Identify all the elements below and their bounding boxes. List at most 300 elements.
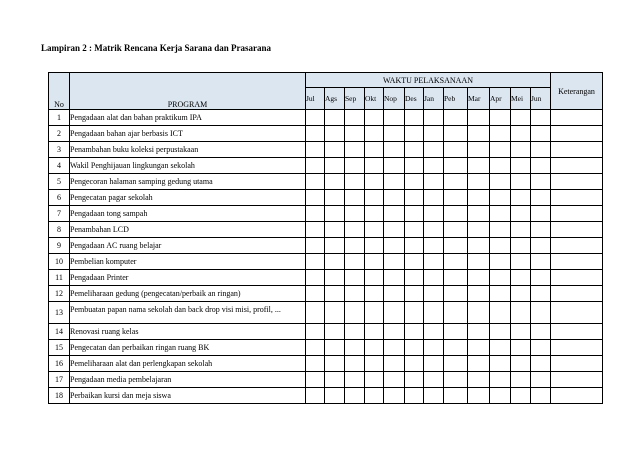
month-cell (468, 110, 490, 126)
month-cell (444, 372, 468, 388)
month-cell (325, 340, 345, 356)
month-cell (345, 158, 365, 174)
month-cell (490, 356, 511, 372)
month-cell (468, 190, 490, 206)
month-cell (490, 126, 511, 142)
month-cell (325, 158, 345, 174)
month-cell (384, 142, 405, 158)
month-cell (490, 302, 511, 324)
month-cell (468, 286, 490, 302)
header-month: Nop (384, 88, 405, 110)
month-cell (444, 356, 468, 372)
month-cell (424, 286, 444, 302)
month-cell (306, 158, 325, 174)
month-cell (325, 190, 345, 206)
month-cell (384, 324, 405, 340)
month-cell (325, 206, 345, 222)
month-cell (365, 372, 384, 388)
month-cell (365, 340, 384, 356)
month-cell (384, 388, 405, 404)
month-cell (490, 238, 511, 254)
month-cell (365, 110, 384, 126)
row-number: 14 (49, 324, 70, 340)
month-cell (444, 158, 468, 174)
month-cell (325, 222, 345, 238)
month-cell (444, 142, 468, 158)
month-cell (325, 174, 345, 190)
month-cell (531, 238, 551, 254)
table-row (49, 270, 603, 286)
row-number: 5 (49, 174, 70, 190)
month-cell (405, 222, 424, 238)
month-cell (365, 286, 384, 302)
row-number: 15 (49, 340, 70, 356)
table-row (49, 340, 603, 356)
month-cell (468, 158, 490, 174)
keterangan-cell (551, 190, 603, 206)
month-cell (511, 372, 531, 388)
month-cell (325, 126, 345, 142)
month-cell (384, 238, 405, 254)
keterangan-cell (551, 372, 603, 388)
month-cell (405, 206, 424, 222)
month-cell (306, 270, 325, 286)
row-number: 11 (49, 270, 70, 286)
month-cell (306, 302, 325, 324)
program-name: Pengecatan pagar sekolah (70, 190, 306, 206)
row-number: 7 (49, 206, 70, 222)
month-cell (365, 238, 384, 254)
keterangan-cell (551, 302, 603, 324)
month-cell (511, 286, 531, 302)
month-cell (365, 206, 384, 222)
keterangan-cell (551, 174, 603, 190)
month-cell (468, 324, 490, 340)
table-row (49, 126, 603, 142)
month-cell (511, 302, 531, 324)
month-cell (468, 270, 490, 286)
month-cell (384, 372, 405, 388)
month-cell (325, 286, 345, 302)
program-name: Penambahan buku koleksi perpustakaan (70, 142, 306, 158)
month-cell (468, 142, 490, 158)
keterangan-cell (551, 110, 603, 126)
table-row (49, 254, 603, 270)
month-cell (444, 222, 468, 238)
month-cell (405, 324, 424, 340)
month-cell (365, 158, 384, 174)
month-cell (444, 238, 468, 254)
month-cell (531, 270, 551, 286)
month-cell (405, 110, 424, 126)
month-cell (490, 286, 511, 302)
month-cell (424, 238, 444, 254)
month-cell (306, 388, 325, 404)
month-cell (531, 302, 551, 324)
table-row (49, 324, 603, 340)
month-cell (325, 324, 345, 340)
keterangan-cell (551, 238, 603, 254)
month-cell (345, 238, 365, 254)
month-cell (531, 372, 551, 388)
month-cell (306, 222, 325, 238)
header-month: Apr (490, 88, 511, 110)
program-name: Pengadaan AC ruang belajar (70, 238, 306, 254)
month-cell (325, 110, 345, 126)
month-cell (490, 222, 511, 238)
header-month: Ags (325, 88, 345, 110)
month-cell (306, 254, 325, 270)
month-cell (511, 356, 531, 372)
month-cell (365, 142, 384, 158)
month-cell (444, 126, 468, 142)
month-cell (468, 372, 490, 388)
month-cell (405, 340, 424, 356)
row-number: 2 (49, 126, 70, 142)
month-cell (490, 372, 511, 388)
month-cell (490, 158, 511, 174)
row-number: 6 (49, 190, 70, 206)
month-cell (490, 388, 511, 404)
month-cell (384, 126, 405, 142)
month-cell (511, 158, 531, 174)
month-cell (306, 238, 325, 254)
table-row (49, 302, 603, 324)
program-name: Penambahan LCD (70, 222, 306, 238)
keterangan-cell (551, 158, 603, 174)
month-cell (306, 142, 325, 158)
month-cell (306, 206, 325, 222)
keterangan-cell (551, 222, 603, 238)
month-cell (345, 388, 365, 404)
header-month: Mei (511, 88, 531, 110)
month-cell (531, 286, 551, 302)
month-cell (490, 190, 511, 206)
month-cell (325, 356, 345, 372)
month-cell (345, 372, 365, 388)
month-cell (511, 254, 531, 270)
table-row (49, 190, 603, 206)
table-row (49, 110, 603, 126)
month-cell (345, 286, 365, 302)
keterangan-cell (551, 126, 603, 142)
month-cell (345, 324, 365, 340)
month-cell (345, 340, 365, 356)
month-cell (306, 190, 325, 206)
month-cell (365, 324, 384, 340)
month-cell (424, 270, 444, 286)
month-cell (405, 126, 424, 142)
month-cell (468, 238, 490, 254)
month-cell (444, 286, 468, 302)
month-cell (511, 142, 531, 158)
row-number: 8 (49, 222, 70, 238)
header-month: Jun (531, 88, 551, 110)
month-cell (405, 388, 424, 404)
month-cell (365, 302, 384, 324)
month-cell (405, 142, 424, 158)
month-cell (405, 238, 424, 254)
row-number: 4 (49, 158, 70, 174)
table-row (49, 206, 603, 222)
month-cell (490, 174, 511, 190)
month-cell (531, 190, 551, 206)
program-name: Wakil Penghijauan lingkungan sekolah (70, 158, 306, 174)
month-cell (468, 126, 490, 142)
month-cell (444, 302, 468, 324)
month-cell (306, 174, 325, 190)
month-cell (424, 340, 444, 356)
month-cell (325, 388, 345, 404)
month-cell (365, 356, 384, 372)
month-cell (468, 302, 490, 324)
month-cell (424, 388, 444, 404)
month-cell (424, 254, 444, 270)
month-cell (531, 142, 551, 158)
month-cell (345, 126, 365, 142)
program-name: Pengadaan alat dan bahan praktikum IPA (70, 110, 306, 126)
month-cell (490, 206, 511, 222)
month-cell (444, 324, 468, 340)
month-cell (306, 324, 325, 340)
month-cell (444, 270, 468, 286)
month-cell (405, 254, 424, 270)
table-row (49, 142, 603, 158)
month-cell (345, 356, 365, 372)
month-cell (345, 174, 365, 190)
month-cell (384, 302, 405, 324)
month-cell (306, 126, 325, 142)
month-cell (405, 190, 424, 206)
program-name: Pembuatan papan nama sekolah dan back drop visi misi, profil, ... (70, 302, 306, 324)
month-cell (365, 254, 384, 270)
row-number: 17 (49, 372, 70, 388)
program-name: Pembelian komputer (70, 254, 306, 270)
row-number: 1 (49, 110, 70, 126)
month-cell (468, 340, 490, 356)
row-number: 3 (49, 142, 70, 158)
month-cell (345, 206, 365, 222)
month-cell (384, 158, 405, 174)
program-name: Pengecatan dan perbaikan ringan ruang BK (70, 340, 306, 356)
month-cell (444, 110, 468, 126)
month-cell (490, 110, 511, 126)
month-cell (345, 222, 365, 238)
keterangan-cell (551, 270, 603, 286)
month-cell (424, 158, 444, 174)
month-cell (306, 372, 325, 388)
month-cell (531, 126, 551, 142)
month-cell (306, 340, 325, 356)
month-cell (306, 356, 325, 372)
header-month: Jan (424, 88, 444, 110)
program-name: Pemeliharaan gedung (pengecatan/perbaik an ringan) (70, 286, 306, 302)
month-cell (531, 388, 551, 404)
month-cell (405, 270, 424, 286)
month-cell (468, 222, 490, 238)
keterangan-cell (551, 356, 603, 372)
program-name: Pengadaan bahan ajar berbasis ICT (70, 126, 306, 142)
header-month: Des (405, 88, 424, 110)
table-row (49, 158, 603, 174)
keterangan-cell (551, 142, 603, 158)
month-cell (490, 254, 511, 270)
row-number: 9 (49, 238, 70, 254)
month-cell (444, 254, 468, 270)
month-cell (405, 372, 424, 388)
header-no: No (49, 73, 70, 110)
keterangan-cell (551, 254, 603, 270)
header-waktu-pelaksanaan: WAKTU PELAKSANAAN (306, 73, 551, 88)
program-name: Pemeliharaan alat dan perlengkapan sekolah (70, 356, 306, 372)
month-cell (306, 286, 325, 302)
month-cell (345, 270, 365, 286)
month-cell (511, 222, 531, 238)
month-cell (511, 388, 531, 404)
month-cell (345, 302, 365, 324)
work-plan-matrix (48, 72, 603, 404)
month-cell (531, 340, 551, 356)
month-cell (325, 142, 345, 158)
month-cell (384, 254, 405, 270)
month-cell (325, 270, 345, 286)
keterangan-cell (551, 324, 603, 340)
row-number: 18 (49, 388, 70, 404)
month-cell (405, 356, 424, 372)
month-cell (424, 206, 444, 222)
table-row (49, 238, 603, 254)
month-cell (468, 174, 490, 190)
month-cell (384, 222, 405, 238)
month-cell (424, 222, 444, 238)
month-cell (405, 286, 424, 302)
table-row (49, 372, 603, 388)
month-cell (405, 158, 424, 174)
month-cell (345, 190, 365, 206)
month-cell (424, 190, 444, 206)
program-name: Pengecoran halaman samping gedung utama (70, 174, 306, 190)
table-row (49, 174, 603, 190)
month-cell (468, 388, 490, 404)
header-month: Okt (365, 88, 384, 110)
program-name: Pengadaan media pembelajaran (70, 372, 306, 388)
header-month: Jul (306, 88, 325, 110)
header-month: Peb (444, 88, 468, 110)
keterangan-cell (551, 388, 603, 404)
header-month: Sep (345, 88, 365, 110)
month-cell (444, 206, 468, 222)
month-cell (511, 238, 531, 254)
month-cell (365, 270, 384, 286)
month-cell (490, 324, 511, 340)
month-cell (424, 372, 444, 388)
month-cell (468, 206, 490, 222)
keterangan-cell (551, 340, 603, 356)
month-cell (511, 174, 531, 190)
month-cell (424, 110, 444, 126)
month-cell (345, 142, 365, 158)
month-cell (490, 340, 511, 356)
month-cell (468, 254, 490, 270)
month-cell (531, 174, 551, 190)
month-cell (444, 388, 468, 404)
month-cell (531, 206, 551, 222)
month-cell (325, 302, 345, 324)
month-cell (468, 356, 490, 372)
keterangan-cell (551, 206, 603, 222)
month-cell (384, 340, 405, 356)
month-cell (424, 174, 444, 190)
month-cell (345, 110, 365, 126)
month-cell (405, 302, 424, 324)
month-cell (365, 174, 384, 190)
month-cell (365, 388, 384, 404)
program-name: Pengadaan Printer (70, 270, 306, 286)
month-cell (424, 356, 444, 372)
month-cell (511, 324, 531, 340)
month-cell (384, 174, 405, 190)
month-cell (490, 270, 511, 286)
month-cell (306, 110, 325, 126)
document-title: Lampiran 2 : Matrik Rencana Kerja Sarana dan Prasarana (41, 43, 271, 53)
month-cell (424, 142, 444, 158)
month-cell (384, 356, 405, 372)
month-cell (531, 158, 551, 174)
month-cell (531, 324, 551, 340)
month-cell (511, 270, 531, 286)
month-cell (511, 340, 531, 356)
row-number: 10 (49, 254, 70, 270)
month-cell (384, 286, 405, 302)
table-row (49, 286, 603, 302)
month-cell (531, 254, 551, 270)
header-keterangan: Keterangan (551, 73, 603, 110)
program-name: Renovasi ruang kelas (70, 324, 306, 340)
month-cell (384, 206, 405, 222)
row-number: 12 (49, 286, 70, 302)
month-cell (531, 222, 551, 238)
month-cell (365, 222, 384, 238)
keterangan-cell (551, 286, 603, 302)
table-row (49, 388, 603, 404)
month-cell (325, 372, 345, 388)
month-cell (531, 356, 551, 372)
month-cell (511, 126, 531, 142)
month-cell (424, 126, 444, 142)
month-cell (384, 110, 405, 126)
month-cell (424, 324, 444, 340)
month-cell (444, 174, 468, 190)
header-program: PROGRAM (70, 73, 306, 110)
month-cell (405, 174, 424, 190)
month-cell (490, 142, 511, 158)
month-cell (325, 238, 345, 254)
program-name: Pengadaan tong sampah (70, 206, 306, 222)
month-cell (325, 254, 345, 270)
month-cell (384, 190, 405, 206)
row-number: 16 (49, 356, 70, 372)
month-cell (365, 126, 384, 142)
table-row (49, 222, 603, 238)
header-month: Mar (468, 88, 490, 110)
month-cell (444, 340, 468, 356)
month-cell (511, 206, 531, 222)
month-cell (384, 270, 405, 286)
program-name: Perbaikan kursi dan meja siswa (70, 388, 306, 404)
month-cell (365, 190, 384, 206)
month-cell (511, 190, 531, 206)
month-cell (444, 190, 468, 206)
